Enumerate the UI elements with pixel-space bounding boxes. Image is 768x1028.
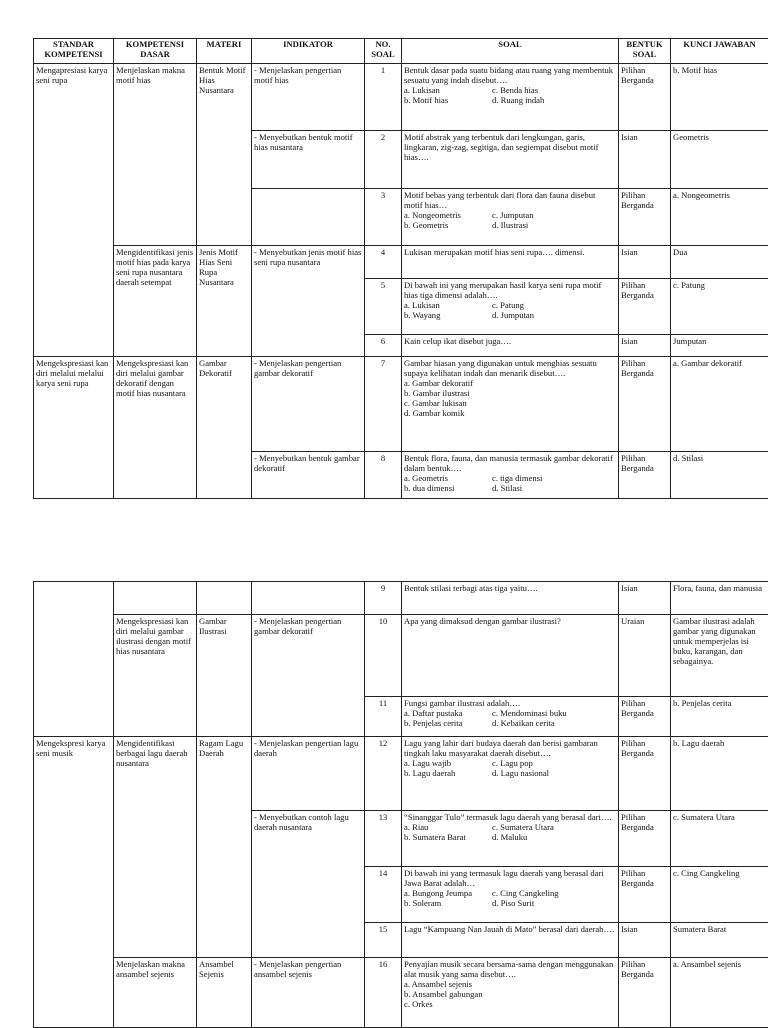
option-b: b. Gambar ilustrasi [404,388,616,398]
kunci-jawaban: b. Penjelas cerita [671,697,768,737]
indikator: - Menyebutkan jenis motif hias seni rupa nusantara [252,246,365,357]
option-a: a. Gambar dekoratif [404,378,616,388]
soal-number: 15 [365,923,402,958]
bentuk-soal: Isian [619,335,671,357]
soal-text: Lukisan merupakan motif hias seni rupa…. dimensi. [402,246,619,279]
soal-number: 12 [365,737,402,811]
soal-text: Gambar hiasan yang digunakan untuk menghias sesuatu supaya kelihatan indah dan menarik disebut…. [404,358,616,378]
option-a: a. Geometris [404,473,492,483]
header-soal: SOAL [402,39,619,64]
indikator: - Menyebutkan contoh lagu daerah nusantara [252,811,365,958]
bentuk-soal: Pilihan Berganda [619,958,671,1028]
kunci-jawaban: c. Sumatera Utara [671,811,768,867]
soal-options [404,85,616,105]
soal-text: Kain celup ikat disebut juga…. [402,335,619,357]
indikator: - Menjelaskan pengertian ansambel sejenis [252,958,365,1028]
header-bentuk-soal: BENTUK SOAL [619,39,671,64]
materi: Bentuk Motif Hias Nusantara [197,64,252,246]
kunci-jawaban: c. Patung [671,279,768,335]
bentuk-soal: Isian [619,923,671,958]
header-kompetensi: KOMPETENSI DASAR [114,39,197,64]
bentuk-soal: Isian [619,131,671,189]
assessment-grid-table-2 [33,581,768,1028]
indikator: - Menjelaskan pengertian lagu daerah [252,737,365,811]
kompetensi-dasar: Mengekspresiasi kan diri melalui gambar dekoratif dengan motif hias nusantara [114,357,197,499]
option-d: d. Piso Surit [492,898,616,908]
header-kunci-jawaban: KUNCI JAWABAN [671,39,768,64]
kunci-jawaban: a. Nongeometris [671,189,768,246]
soal-cell [402,737,619,811]
soal-number: 7 [365,357,402,452]
indikator-empty [252,582,365,615]
materi: Ansambel Sejenis [197,958,252,1028]
kompetensi-dasar: Mengekspresiasi kan diri melalui gambar ilustrasi dengan motif hias nusantara [114,615,197,737]
soal-cell [402,811,619,867]
soal-text: Apa yang dimaksud dengan gambar ilustrasi? [402,615,619,697]
kunci-jawaban: Dua [671,246,768,279]
option-a: a. Nongeometris [404,210,492,220]
table-row [34,64,768,131]
soal-number: 10 [365,615,402,697]
header-standar: STANDAR KOMPETENSI [34,39,114,64]
kunci-jawaban: b. Lagu daerah [671,737,768,811]
table-row [34,737,768,811]
soal-text: Di bawah ini yang merupakan hasil karya seni rupa motif hias tiga dimensi adalah…. [404,280,616,300]
soal-options [404,888,616,908]
option-a: a. Riau [404,822,492,832]
option-c: c. Sumatera Utara [492,822,616,832]
option-b: b. dua dimensi [404,483,492,493]
option-c: c. Patung [492,300,616,310]
soal-number: 11 [365,697,402,737]
table-row [34,615,768,697]
standar-kompetensi: Mengekspresiasi kan diri melalui melalui karya seni rupa [34,357,114,499]
option-c: c. tiga dimensi [492,473,616,483]
kompetensi-dasar: Menjelaskan makna motif hias [114,64,197,246]
standar-kompetensi: Mengekspresi karya seni musik [34,737,114,1028]
option-a: a. Lukisan [404,85,492,95]
header-row [34,39,768,64]
bentuk-soal: Pilihan Berganda [619,357,671,452]
soal-text: Bentuk dasar pada suatu bidang atau ruang yang membentuk sesuatu yang indah disebut…. [404,65,616,85]
option-a: a. Lagu wajib [404,758,492,768]
bentuk-soal: Pilihan Berganda [619,279,671,335]
option-b: b. Lagu daerah [404,768,492,778]
option-d: d. Ilustrasi [492,220,616,230]
kompetensi-dasar: Mengidentifikasi berbagai lagu daerah nusantara [114,737,197,958]
indikator: - Menjelaskan pengertian gambar dekoratif [252,357,365,452]
indikator: - Menjelaskan pengertian motif hias [252,64,365,131]
option-c: c. Orkes [404,999,616,1009]
option-d: d. Ruang indah [492,95,616,105]
header-no-soal: NO. SOAL [365,39,402,64]
soal-number: 6 [365,335,402,357]
soal-options [404,473,616,493]
materi: Gambar Dekoratif [197,357,252,499]
kunci-jawaban: Jumputan [671,335,768,357]
kompetensi-dasar: Mengidentifikasi jenis motif hias pada karya seni rupa nusantara daerah setempat [114,246,197,357]
soal-text: Lagu yang lahir dari budaya daerah dan berisi gambaran tingkah laku masyarakat daerah disebut…. [404,738,616,758]
table-row [34,357,768,452]
kunci-jawaban: Sumatera Barat [671,923,768,958]
option-a: a. Lukisan [404,300,492,310]
bentuk-soal: Pilihan Berganda [619,811,671,867]
bentuk-soal: Pilihan Berganda [619,867,671,923]
option-b: b. Wayang [404,310,492,320]
soal-options [404,822,616,842]
kunci-jawaban: c. Cing Cangkeling [671,867,768,923]
soal-cell [402,867,619,923]
assessment-grid-table-1 [33,38,768,499]
option-a: a. Ansambel sejenis [404,979,616,989]
option-d: d. Stilasi [492,483,616,493]
kunci-jawaban: Gambar ilustrasi adalah gambar yang digunakan untuk memperjelas isi buku, karangan, dan sebagainya. [671,615,768,697]
indikator: - Menyebutkan bentuk gambar dekoratif [252,452,365,499]
option-c: c. Mendominasi buku [492,708,616,718]
soal-options [404,210,616,230]
indikator-empty [252,189,365,246]
soal-text: Di bawah ini yang termasuk lagu daerah yang berasal dari Jawa Barat adalah… [404,868,616,888]
soal-number: 4 [365,246,402,279]
option-c: c. Gambar lukisan [404,398,616,408]
standar-kompetensi-empty [34,582,114,737]
kompetensi-dasar-empty [114,582,197,615]
soal-text: “Sinanggar Tulo” termasuk lagu daerah yang berasal dari…. [404,812,616,822]
soal-cell [402,64,619,131]
soal-number: 8 [365,452,402,499]
option-a: a. Bungong Jeumpa [404,888,492,898]
soal-text: Bentuk stilasi terbagi atas tiga yaitu…. [402,582,619,615]
option-d: d. Maluku [492,832,616,842]
option-b: b. Motif hias [404,95,492,105]
soal-number: 16 [365,958,402,1028]
kunci-jawaban: b. Motif hias [671,64,768,131]
soal-number: 3 [365,189,402,246]
bentuk-soal: Pilihan Berganda [619,737,671,811]
header-indikator: INDIKATOR [252,39,365,64]
soal-number: 5 [365,279,402,335]
soal-text: Motif abstrak yang terbentuk dari lengkungan, garis, lingkaran, zig-zag, segitiga, dan segiempat disebut motif hias…. [402,131,619,189]
soal-options [404,758,616,778]
option-b: b. Sumatera Barat [404,832,492,842]
option-b: b. Penjelas cerita [404,718,492,728]
kunci-jawaban: Flora, fauna, dan manusia [671,582,768,615]
table-row [34,582,768,615]
soal-text: Motif bebas yang terbentuk dari flora dan fauna disebut motif hias… [404,190,616,210]
soal-text: Fungsi gambar ilustrasi adalah…. [404,698,616,708]
soal-options [404,708,616,728]
kunci-jawaban: a. Gambar dekoratif [671,357,768,452]
soal-number: 1 [365,64,402,131]
standar-kompetensi: Mengapresiasi karya seni rupa [34,64,114,357]
bentuk-soal: Isian [619,246,671,279]
header-materi: MATERI [197,39,252,64]
option-b: b. Soleram [404,898,492,908]
materi: Ragam Lagu Daerah [197,737,252,958]
table-row [34,958,768,1028]
materi: Jenis Motif Hias Seni Rupa Nusantara [197,246,252,357]
soal-text: Penyajian musik secara bersama-sama dengan menggunakan alat musik yang sama disebut…. [404,959,616,979]
bentuk-soal: Pilihan Berganda [619,189,671,246]
soal-cell [402,958,619,1028]
option-a: a. Daftar pustaka [404,708,492,718]
table-row [34,246,768,279]
soal-number: 9 [365,582,402,615]
option-d: d. Gambar komik [404,408,616,418]
indikator: - Menyebutkan bentuk motif hias nusantara [252,131,365,189]
soal-cell [402,697,619,737]
kompetensi-dasar: Menjelaskan makna ansambel sejenis [114,958,197,1028]
option-b: b. Ansambel gabungan [404,989,616,999]
materi-empty [197,582,252,615]
soal-text: Lagu “Kampuang Nan Jauah di Mato” berasal dari daerah…. [402,923,619,958]
option-c: c. Cing Cangkeling [492,888,616,898]
kunci-jawaban: a. Ansambel sejenis [671,958,768,1028]
option-c: c. Jumputan [492,210,616,220]
soal-number: 14 [365,867,402,923]
soal-cell [402,279,619,335]
bentuk-soal: Uraian [619,615,671,697]
option-d: d. Kebaikan cerita [492,718,616,728]
materi: Gambar Ilustrasi [197,615,252,737]
bentuk-soal: Pilihan Berganda [619,452,671,499]
indikator: - Menjelaskan pengertian gambar dekoratif [252,615,365,737]
soal-cell [402,189,619,246]
option-d: d. Lagu nasional [492,768,616,778]
bentuk-soal: Pilihan Berganda [619,64,671,131]
soal-cell [402,452,619,499]
option-b: b. Geometris [404,220,492,230]
option-c: c. Lagu pop [492,758,616,768]
kunci-jawaban: d. Stilasi [671,452,768,499]
kunci-jawaban: Geometris [671,131,768,189]
bentuk-soal: Pilihan Berganda [619,697,671,737]
soal-number: 13 [365,811,402,867]
option-c: c. Benda hias [492,85,616,95]
soal-cell [402,357,619,452]
soal-options [404,300,616,320]
option-d: d. Jumputan [492,310,616,320]
soal-text: Bentuk flora, fauna, dan manusia termasuk gambar dekoratif dalam bentuk…. [404,453,616,473]
bentuk-soal: Isian [619,582,671,615]
soal-number: 2 [365,131,402,189]
